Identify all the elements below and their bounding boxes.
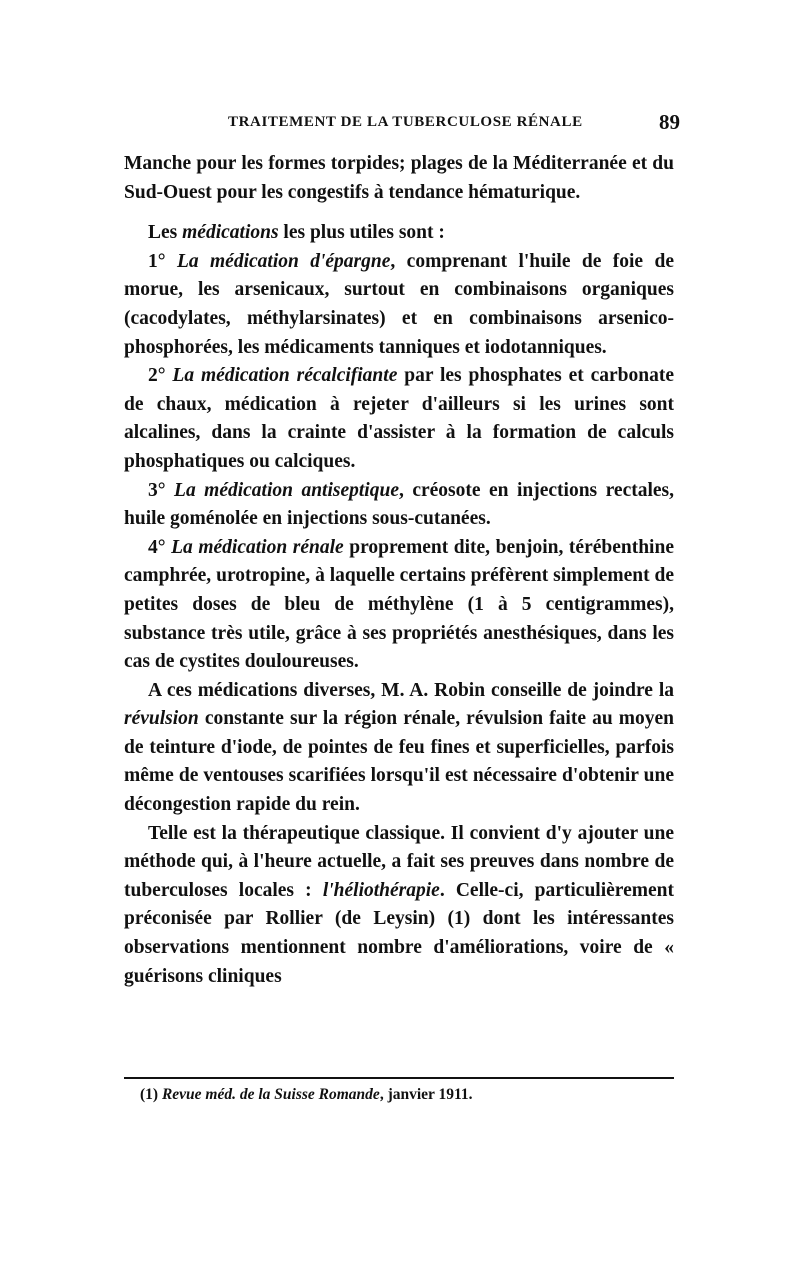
paragraph-item-4: 4° La médication rénale proprement dite, benjoin, térébenthine camphrée, urotropine, à laquelle certains préfèrent simplement de petites doses de bleu de méthylène (1 à 5 centigrammes), substance très utile, grâce à ses propriétés anesthésiques, dans les cas de cystites douloureuses. — [124, 536, 674, 673]
paragraph-heliotherapie: Telle est la thérapeutique classique. Il convient d'y ajouter une méthode qui, à l'heure actuelle, a fait ses preuves dans nombre de tuberculoses locales : l'héliothérapie. Celle-ci, particulièrement préconisée par Rollier (de Leysin) (1) dont les intéressantes observations mentionnent nombre d'améliorations, voire de « guérisons cliniques — [124, 822, 674, 987]
paragraph-continuation: Manche pour les formes torpides; plages de la Méditerranée et du Sud-Ouest pour les congestifs à tendance hématurique. — [124, 153, 674, 203]
page-number: 89 — [659, 110, 680, 134]
paragraph-item-3: 3° La médication antiseptique, créosote en injections rectales, huile goménolée en injections sous-cutanées. — [124, 479, 674, 530]
footnote-divider — [124, 1077, 674, 1079]
paragraph-item-2: 2° La médication récalcifiante par les phosphates et carbonate de chaux, médication à rejeter d'ailleurs si les urines sont alcalines, dans la crainte d'assister à la formation de calculs phosphatiques ou calciques. — [124, 365, 674, 472]
paragraph-item-1: 1° La médication d'épargne, comprenant l'huile de foie de morue, les arsenicaux, surtout en combinaisons organiques (cacodylates, méthylarsinates) et en combinaisons arsenico-phosphorées, les médicaments tanniques et iodotanniques. — [124, 250, 674, 358]
paragraph-intro: Les médications les plus utiles sont : — [148, 222, 445, 244]
footnote: (1) Revue méd. de la Suisse Romande, janvier 1911. — [140, 1086, 473, 1103]
paragraph-revulsion: A ces médications diverses, M. A. Robin conseille de joindre la révulsion constante sur la région rénale, révulsion faite au moyen de teinture d'iode, de pointes de feu fines et superficielles, parfois même de ventouses scarifiées lorsqu'il est nécessaire d'obtenir une décongestion rapide du rein. — [124, 679, 674, 816]
running-title: TRAITEMENT DE LA TUBERCULOSE RÉNALE — [228, 114, 583, 130]
body-text — [124, 150, 674, 991]
